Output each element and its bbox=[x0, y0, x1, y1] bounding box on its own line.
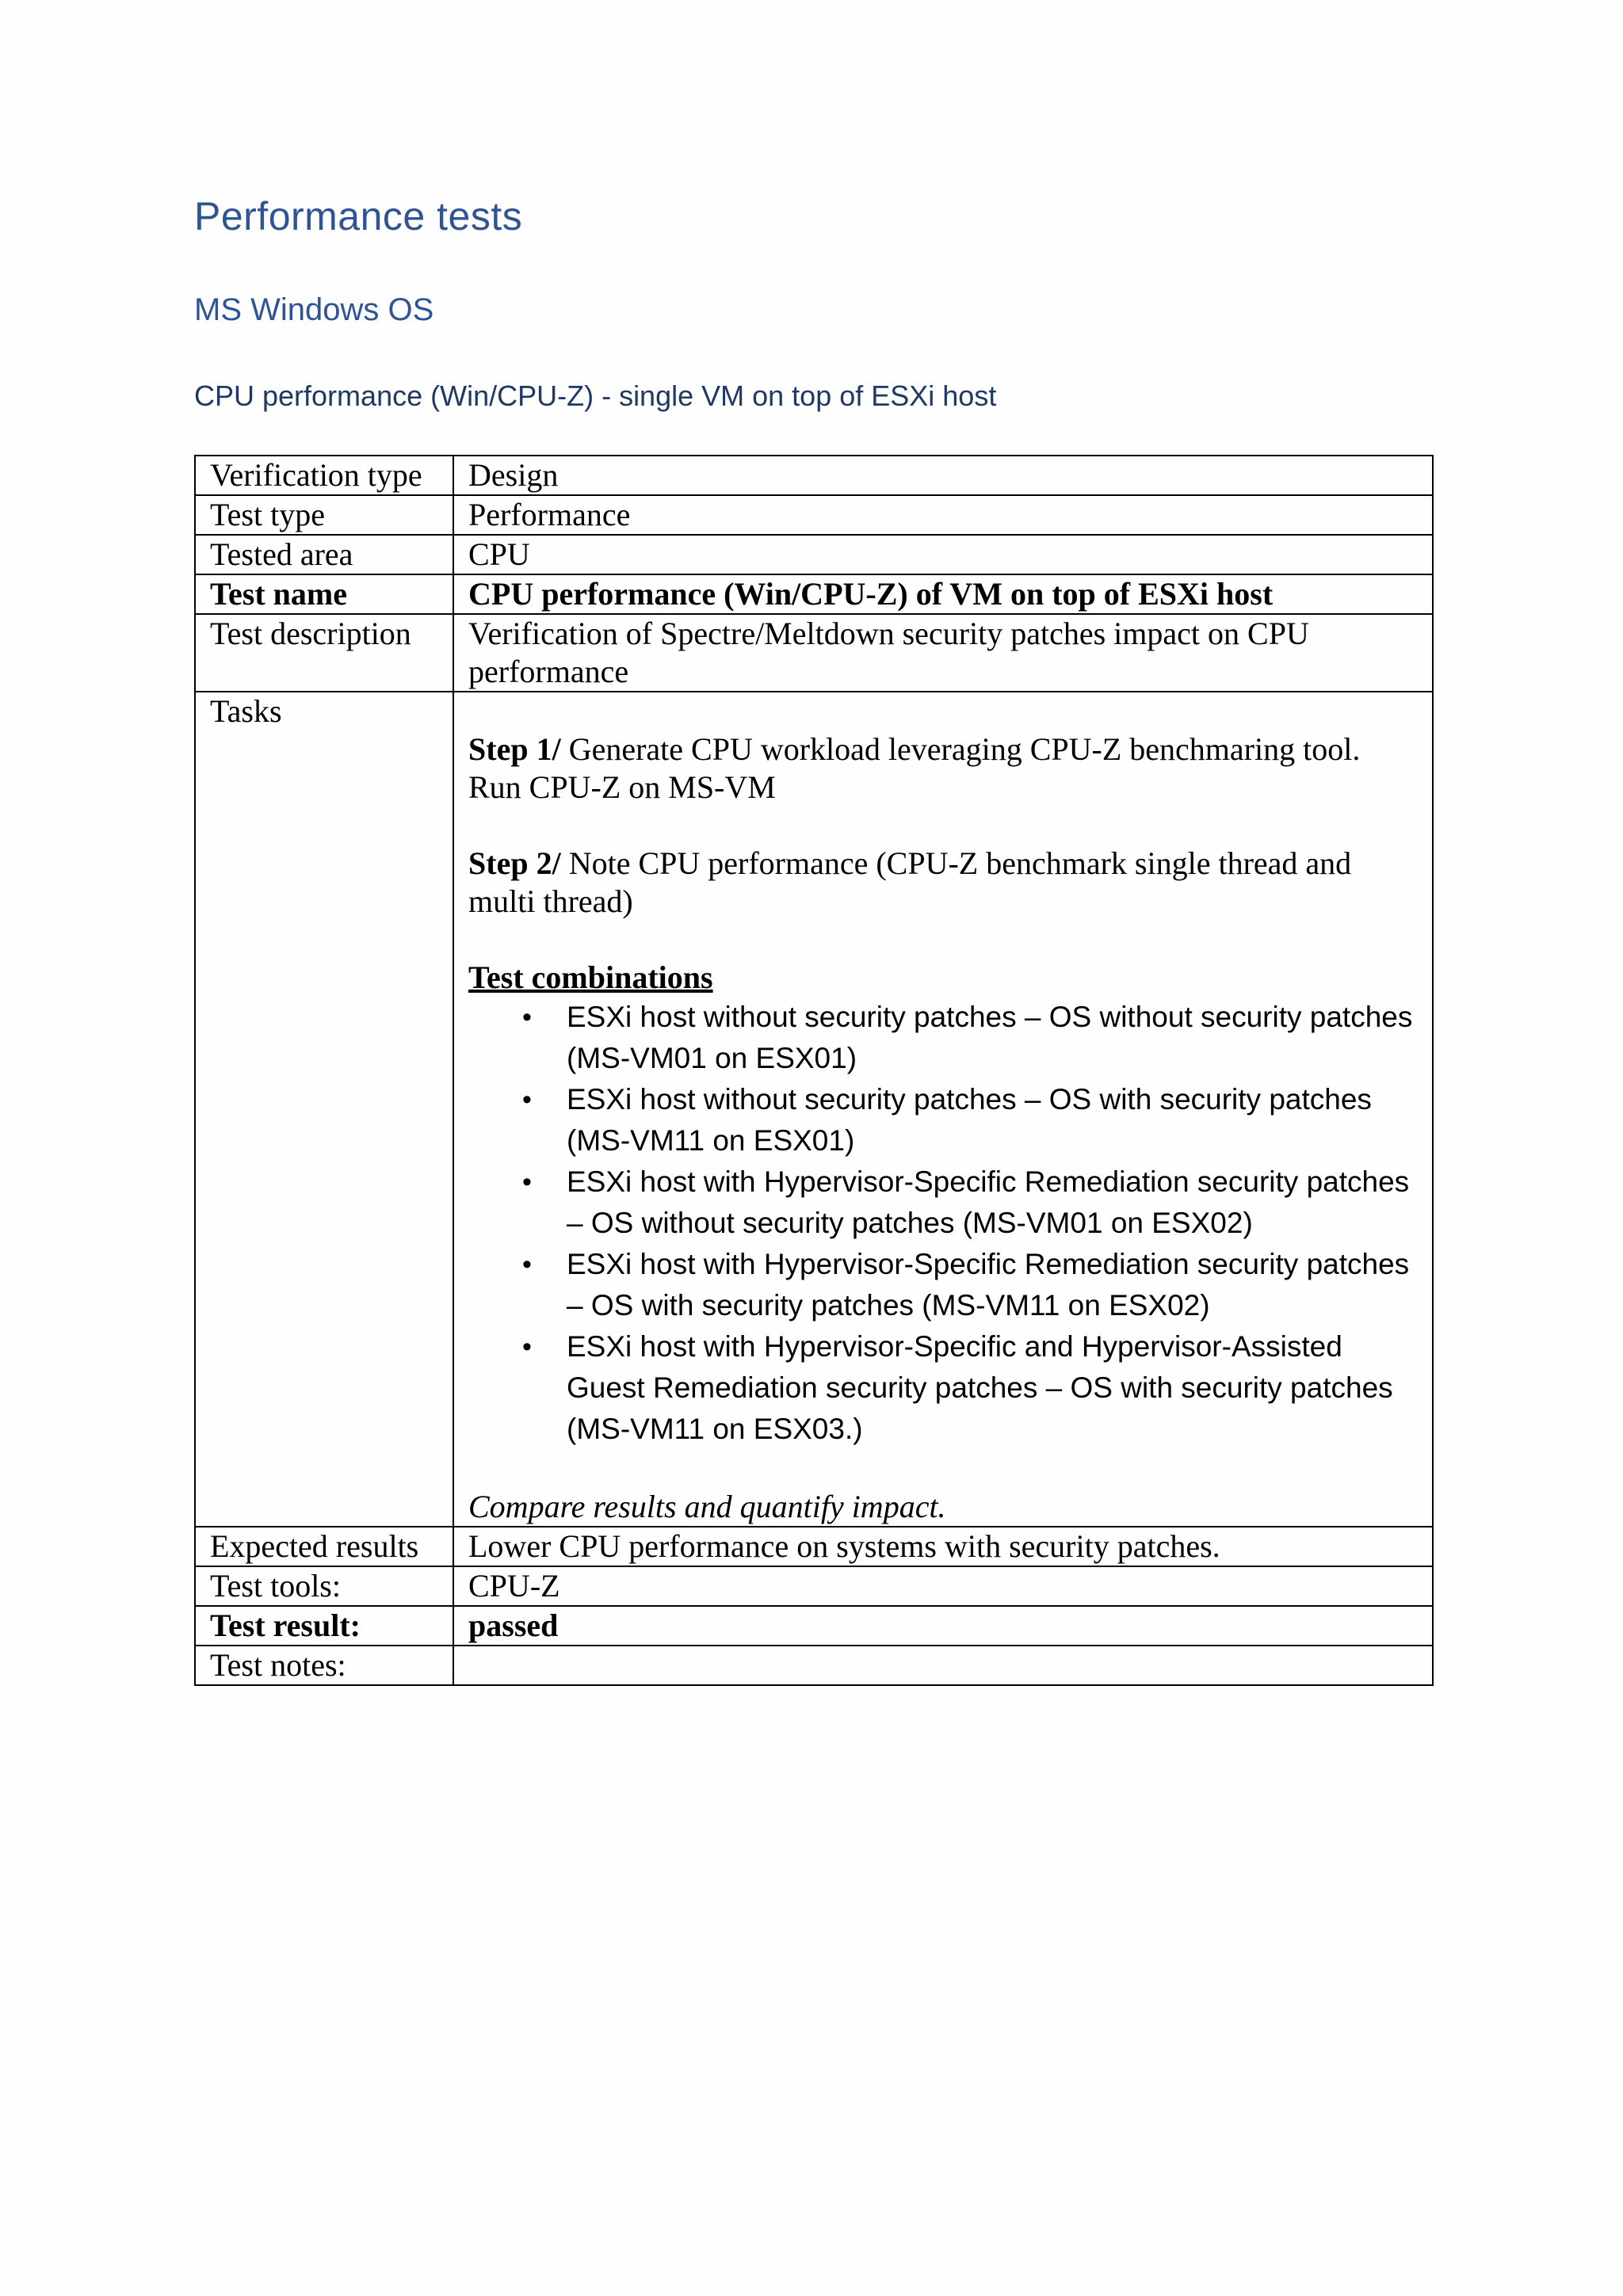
row-test-name bbox=[195, 574, 1433, 614]
combination-text: ESXi host without security patches – OS without security patches (MS-VM01 on ESX01) bbox=[567, 1001, 1413, 1074]
value-test-notes bbox=[453, 1646, 1433, 1685]
value-test-type: Performance bbox=[453, 495, 1433, 535]
label-tested-area: Tested area bbox=[195, 535, 453, 574]
bullet-icon: • bbox=[522, 1332, 532, 1362]
row-test-tools bbox=[195, 1566, 1433, 1606]
value-test-result: passed bbox=[453, 1606, 1433, 1646]
bullet-icon: • bbox=[522, 1167, 532, 1197]
label-test-name: Test name bbox=[195, 574, 453, 614]
row-tested-area bbox=[195, 535, 1433, 574]
list-item bbox=[522, 1079, 1418, 1161]
bullet-icon: • bbox=[522, 1249, 532, 1280]
combination-text: ESXi host without security patches – OS with security patches (MS-VM11 on ESX01) bbox=[567, 1083, 1372, 1157]
row-test-result bbox=[195, 1606, 1433, 1646]
heading-cpu-performance: CPU performance (Win/CPU-Z) - single VM on top of ESXi host bbox=[194, 379, 997, 412]
row-verification-type bbox=[195, 456, 1433, 495]
list-item bbox=[522, 997, 1418, 1079]
value-test-tools: CPU-Z bbox=[453, 1566, 1433, 1606]
value-verification-type: Design bbox=[453, 456, 1433, 495]
value-tested-area: CPU bbox=[453, 535, 1433, 574]
heading-performance-tests: Performance tests bbox=[194, 194, 523, 238]
step-2-text: Note CPU performance (CPU-Z benchmark single thread and multi thread) bbox=[468, 845, 1352, 919]
value-test-description: Verification of Spectre/Meltdown security patches impact on CPU performance bbox=[453, 614, 1433, 692]
combination-text: ESXi host with Hypervisor-Specific Remediation security patches – OS with security patches (MS-VM11 on ESX02) bbox=[567, 1248, 1410, 1322]
value-expected-results: Lower CPU performance on systems with security patches. bbox=[453, 1527, 1433, 1566]
row-tasks bbox=[195, 692, 1433, 1527]
label-expected-results: Expected results bbox=[195, 1527, 453, 1566]
label-verification-type: Verification type bbox=[195, 456, 453, 495]
step-2-label: Step 2/ bbox=[468, 845, 561, 881]
label-tasks: Tasks bbox=[195, 692, 453, 1527]
combination-text: ESXi host with Hypervisor-Specific Remediation security patches – OS without security patches (MS-VM01 on ESX02) bbox=[567, 1165, 1410, 1239]
value-test-name: CPU performance (Win/CPU-Z) of VM on top of ESXi host bbox=[453, 574, 1433, 614]
test-combinations-title: Test combinations bbox=[468, 959, 713, 995]
label-test-notes: Test notes: bbox=[195, 1646, 453, 1685]
row-test-notes bbox=[195, 1646, 1433, 1685]
task-step-1 bbox=[468, 730, 1418, 807]
list-item bbox=[522, 1161, 1418, 1244]
step-1-text: Generate CPU workload leveraging CPU-Z benchmaring tool. Run CPU-Z on MS-VM bbox=[468, 731, 1361, 805]
label-test-result: Test result: bbox=[195, 1606, 453, 1646]
list-item bbox=[522, 1326, 1418, 1450]
bullet-icon: • bbox=[522, 1085, 532, 1115]
bullet-icon: • bbox=[522, 1002, 532, 1032]
label-test-description: Test description bbox=[195, 614, 453, 692]
heading-ms-windows-os: MS Windows OS bbox=[194, 292, 434, 327]
row-test-type bbox=[195, 495, 1433, 535]
step-1-label: Step 1/ bbox=[468, 731, 561, 767]
row-test-description bbox=[195, 614, 1433, 692]
combination-text: ESXi host with Hypervisor-Specific and Hypervisor-Assisted Guest Remediation security patches – OS with security patches (MS-VM11 on ESX03.) bbox=[567, 1330, 1393, 1445]
label-test-type: Test type bbox=[195, 495, 453, 535]
list-item bbox=[522, 1244, 1418, 1326]
task-step-2 bbox=[468, 845, 1418, 921]
task-conclusion: Compare results and quantify impact. bbox=[468, 1489, 946, 1524]
value-tasks bbox=[453, 692, 1433, 1527]
row-expected-results bbox=[195, 1527, 1433, 1566]
label-test-tools: Test tools: bbox=[195, 1566, 453, 1606]
test-combinations-list bbox=[468, 997, 1418, 1450]
test-spec-table bbox=[194, 455, 1434, 1686]
